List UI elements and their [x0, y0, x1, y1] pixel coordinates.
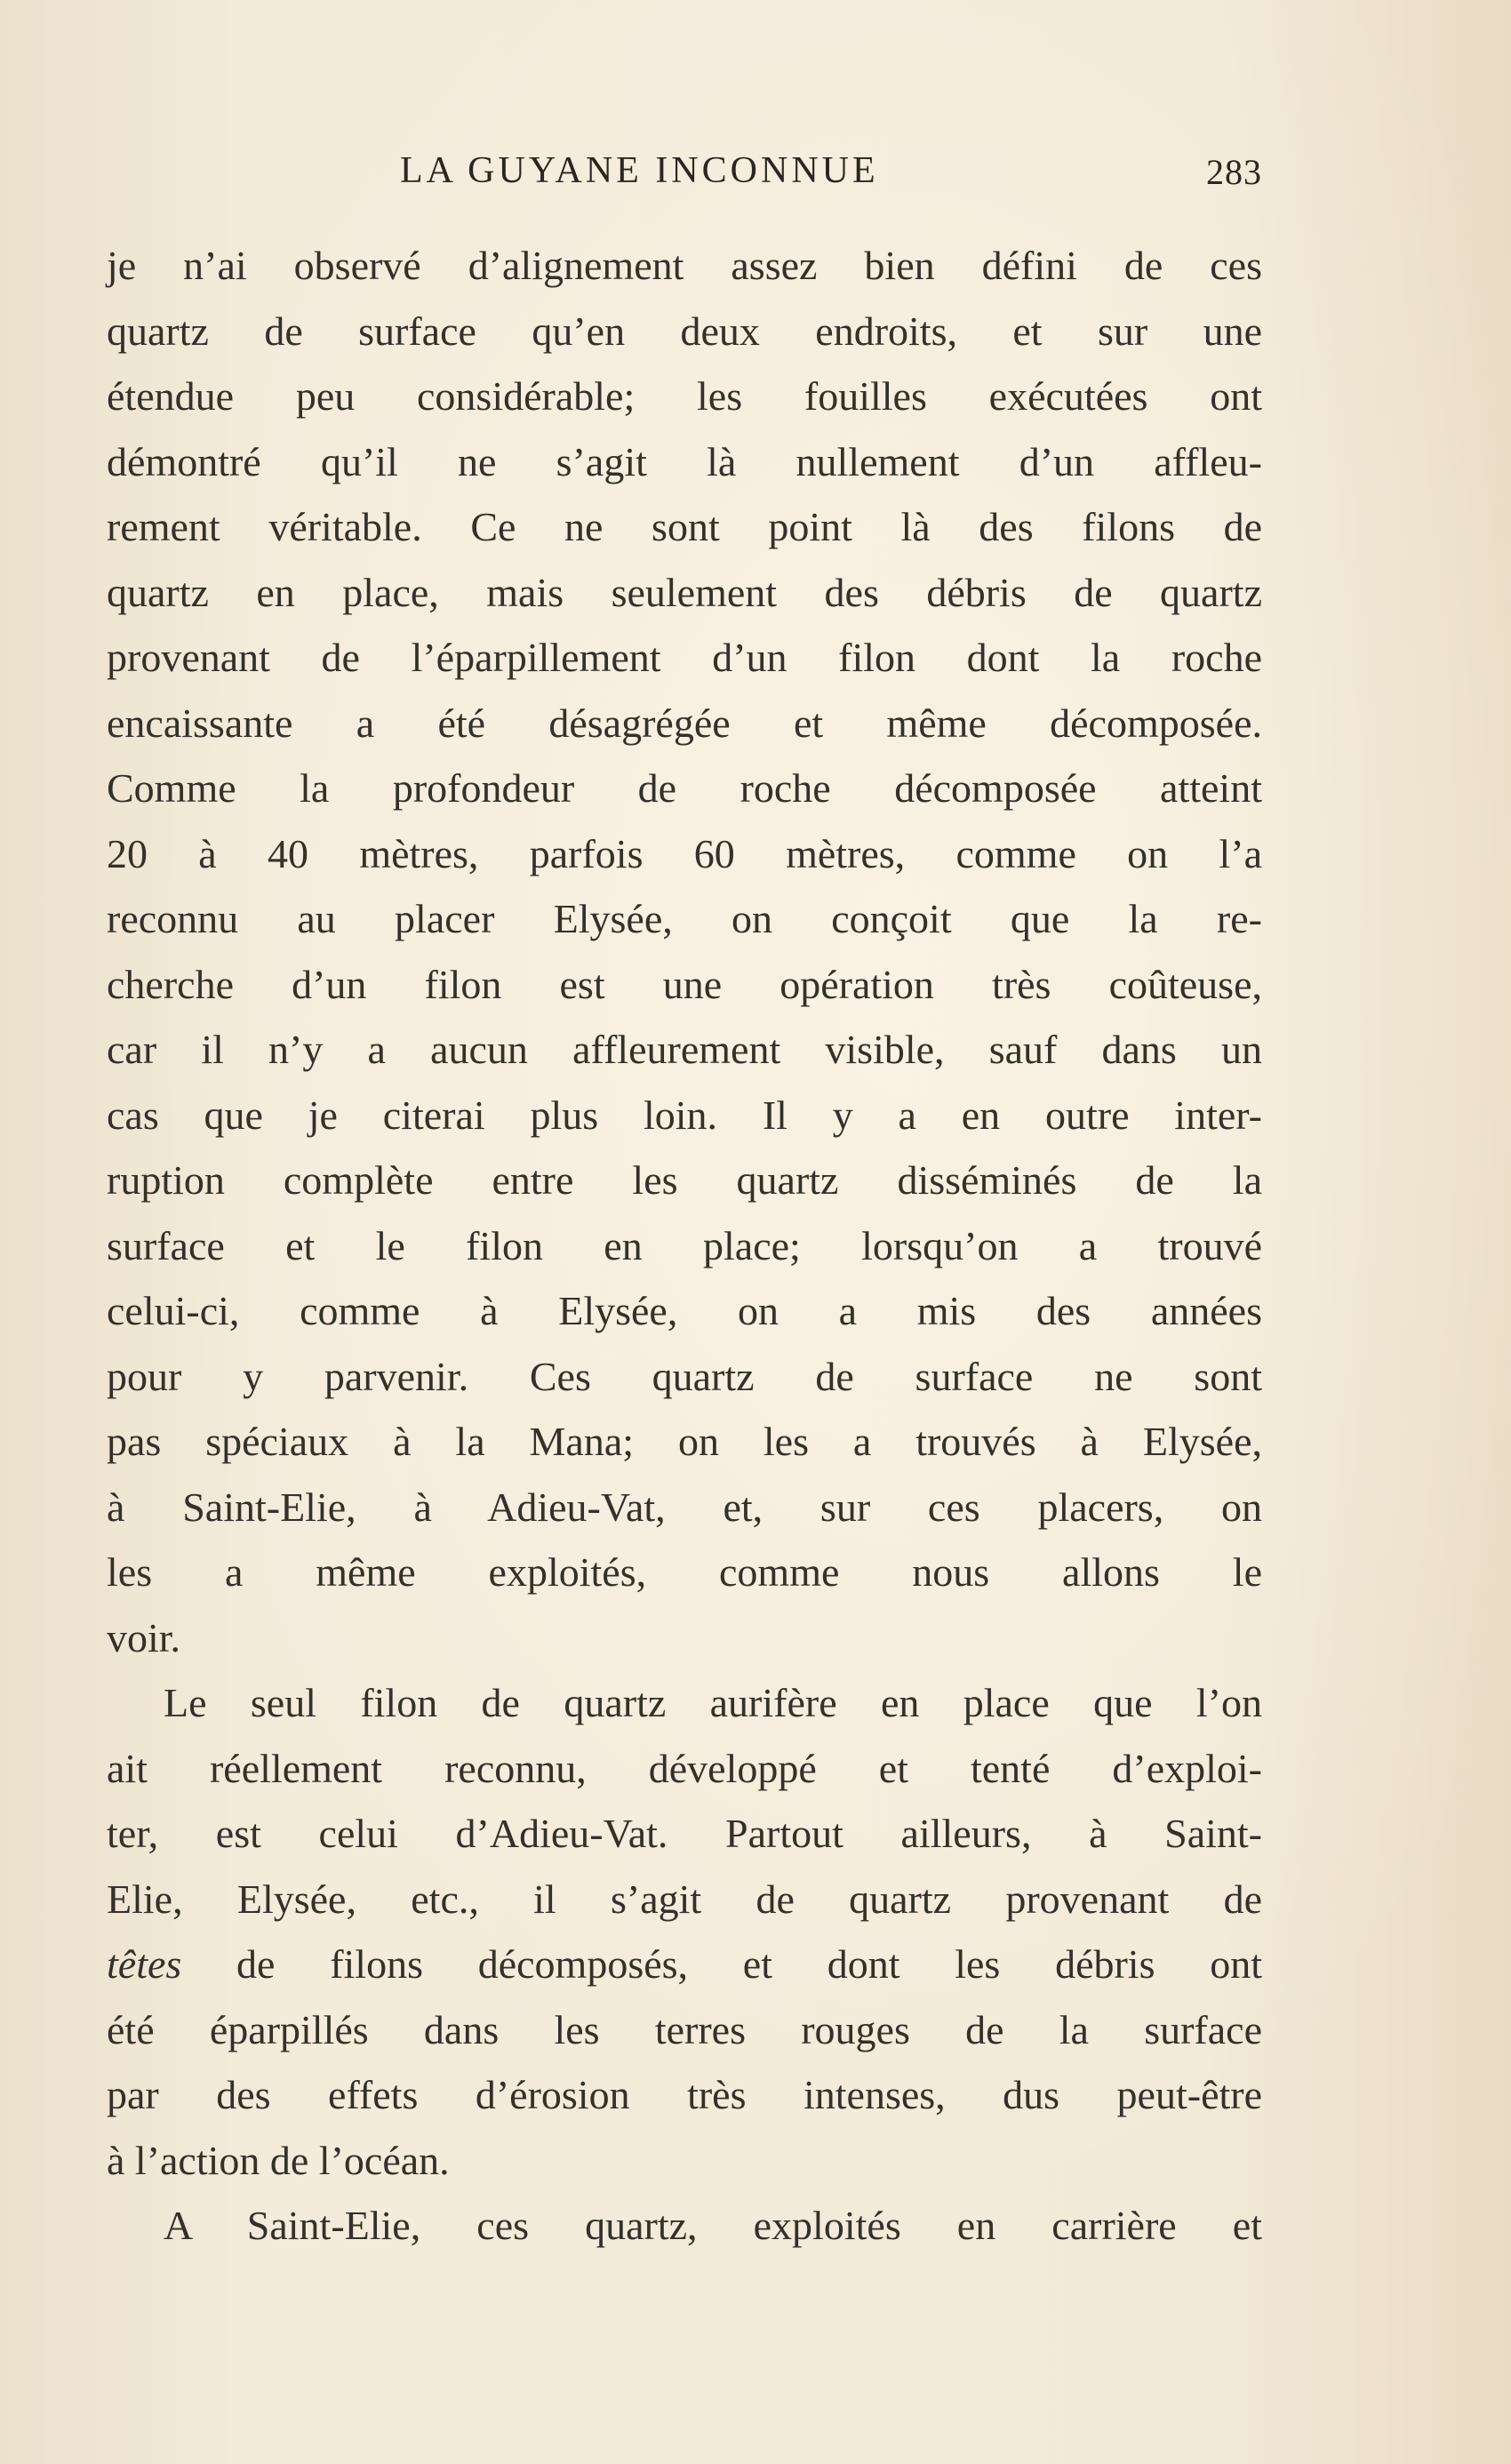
- text-line: surface et le filon en place; lorsqu’on a trouvé: [107, 1222, 1262, 1268]
- text-line: Elie, Elysée, etc., il s’agit de quartz provenant de: [107, 1876, 1262, 1922]
- text-line: à Saint-Elie, à Adieu-Vat, et, sur ces placers, on: [107, 1484, 1262, 1530]
- running-title: LA GUYANE INCONNUE: [400, 150, 879, 191]
- line-remainder: de filons décomposés, et dont les débris ont: [236, 1941, 1263, 1987]
- text-line: ait réellement reconnu, développé et tenté d’exploi-: [107, 1745, 1262, 1791]
- text-line-with-italic: [107, 1932, 1262, 1997]
- text-line: celui-ci, comme à Elysée, on a mis des années: [107, 1288, 1262, 1333]
- text-line: rement véritable. Ce ne sont point là des filons de: [107, 504, 1262, 549]
- text-line: pour y parvenir. Ces quartz de surface ne sont: [107, 1353, 1262, 1399]
- text-line: car il n’y a aucun affleurement visible, sauf dans un: [107, 1027, 1262, 1072]
- text-line: quartz de surface qu’en deux endroits, et sur une: [107, 308, 1262, 354]
- text-line: démontré qu’il ne s’agit là nullement d’un affleu-: [107, 438, 1262, 484]
- text-line: ruption complète entre les quartz disséminés de la: [107, 1157, 1262, 1203]
- running-header: [107, 149, 1262, 199]
- text-line: été éparpillés dans les terres rouges de la surface: [107, 2006, 1262, 2052]
- text-line: étendue peu considérable; les fouilles exécutées ont: [107, 373, 1262, 419]
- page-number: 283: [1206, 152, 1262, 192]
- paragraph-end-line: à l’action de l’océan.: [107, 2137, 450, 2183]
- paragraph-start-line: Le seul filon de quartz aurifère en place que l’on: [164, 1680, 1262, 1725]
- text-line: 20 à 40 mètres, parfois 60 mètres, comme on l’a: [107, 830, 1262, 876]
- text-line: par des effets d’érosion très intenses, dus peut-être: [107, 2072, 1262, 2117]
- text-line: encaissante a été désagrégée et même décomposée.: [107, 700, 1262, 746]
- body-text: [107, 233, 1262, 2259]
- italic-word: têtes: [107, 1941, 182, 1987]
- paragraph-start-line: A Saint-Elie, ces quartz, exploités en carrière et: [164, 2203, 1262, 2248]
- text-line: ter, est celui d’Adieu-Vat. Partout ailleurs, à Saint-: [107, 1811, 1262, 1856]
- text-line: quartz en place, mais seulement des débris de quartz: [107, 569, 1262, 615]
- text-line: Comme la profondeur de roche décomposée atteint: [107, 765, 1262, 811]
- text-line: pas spéciaux à la Mana; on les a trouvés à Elysée,: [107, 1419, 1262, 1464]
- text-line: les a même exploités, comme nous allons le: [107, 1549, 1262, 1595]
- paragraph-end-line: voir.: [107, 1614, 181, 1660]
- text-line: reconnu au placer Elysée, on conçoit que la re-: [107, 896, 1262, 941]
- text-line: provenant de l’éparpillement d’un filon dont la roche: [107, 635, 1262, 680]
- text-line: cas que je citerai plus loin. Il y a en outre inter-: [107, 1092, 1262, 1138]
- text-line: cherche d’un filon est une opération très coûteuse,: [107, 961, 1262, 1007]
- text-line: je n’ai observé d’alignement assez bien défini de ces: [107, 243, 1262, 288]
